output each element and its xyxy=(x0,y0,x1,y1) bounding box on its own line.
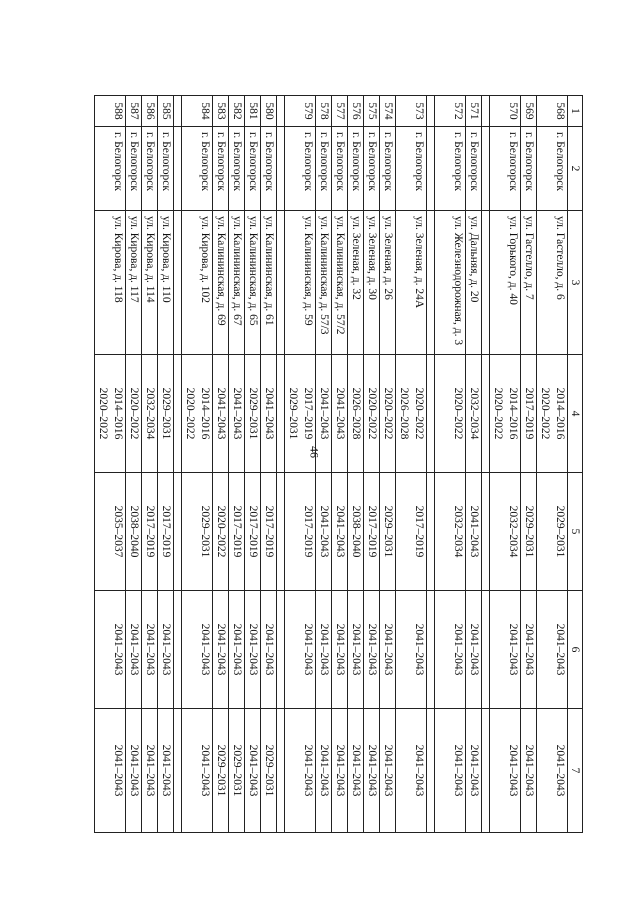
spacer-cell xyxy=(174,127,182,211)
spacer-cell xyxy=(427,709,435,833)
period-col6: 2041–2043 xyxy=(332,591,348,709)
period-col4: 2041–2043 xyxy=(213,355,229,473)
period-col4: 2032–2034 xyxy=(142,355,158,473)
period-col4: 2029–2031 xyxy=(245,355,261,473)
period-col6: 2041–2043 xyxy=(521,591,537,709)
period-col7: 2041–2043 xyxy=(285,709,316,833)
period-col5: 2032–2034 xyxy=(490,473,521,591)
table-row xyxy=(213,96,229,833)
address-cell: ул. Кирова, д. 118 xyxy=(95,211,126,355)
period-col4: 2017–2019 xyxy=(521,355,537,473)
row-number: 580 xyxy=(261,96,277,127)
row-number: 575 xyxy=(364,96,380,127)
table-container xyxy=(97,95,583,832)
row-spacer xyxy=(174,96,182,833)
period-col7: 2041–2043 xyxy=(142,709,158,833)
period-col7: 2041–2043 xyxy=(158,709,174,833)
address-cell: ул. Горького, д. 40 xyxy=(490,211,521,355)
city-cell: г. Белогорск xyxy=(182,127,213,211)
row-number: 578 xyxy=(316,96,332,127)
row-number: 579 xyxy=(285,96,316,127)
period-col6: 2041–2043 xyxy=(245,591,261,709)
period-col4: 2020–2022 xyxy=(126,355,142,473)
table-row xyxy=(142,96,158,833)
row-spacer xyxy=(277,96,285,833)
spacer-cell xyxy=(482,127,490,211)
header-col-2: 2 xyxy=(568,127,583,211)
table-row xyxy=(95,96,126,833)
period-col7: 2041–2043 xyxy=(182,709,213,833)
row-number: 574 xyxy=(380,96,396,127)
period-col4: 2020–2022 xyxy=(364,355,380,473)
row-number: 573 xyxy=(396,96,427,127)
address-cell: ул. Гастелло, д. 7 xyxy=(521,211,537,355)
header-col-6: 6 xyxy=(568,591,583,709)
row-number: 588 xyxy=(95,96,126,127)
spacer-cell xyxy=(482,211,490,355)
city-cell: г. Белогорск xyxy=(380,127,396,211)
city-cell: г. Белогорск xyxy=(229,127,245,211)
period-col7: 2041–2043 xyxy=(364,709,380,833)
period-col4: 2014–2016 2020–2022 xyxy=(490,355,521,473)
spacer-cell xyxy=(427,127,435,211)
address-cell: ул. Калининская, д. 61 xyxy=(261,211,277,355)
period-col6: 2041–2043 xyxy=(126,591,142,709)
period-col5: 2032–2034 xyxy=(435,473,466,591)
row-number: 569 xyxy=(521,96,537,127)
spacer-cell xyxy=(427,96,435,127)
city-cell: г. Белогорск xyxy=(316,127,332,211)
period-col4: 2014–2016 2020–2022 xyxy=(537,355,568,473)
spacer-cell xyxy=(482,355,490,473)
period-col5: 2041–2043 xyxy=(332,473,348,591)
address-cell: ул. Зеленая, д. 32 xyxy=(348,211,364,355)
period-col5: 2017–2019 xyxy=(396,473,427,591)
period-col6: 2041–2043 xyxy=(435,591,466,709)
table-row xyxy=(182,96,213,833)
period-col6: 2041–2043 xyxy=(466,591,482,709)
city-cell: г. Белогорск xyxy=(348,127,364,211)
row-number: 583 xyxy=(213,96,229,127)
period-col4: 2029–2031 xyxy=(158,355,174,473)
address-cell: ул. Дальняя, д. 20 xyxy=(466,211,482,355)
spacer-cell xyxy=(174,709,182,833)
spacer-cell xyxy=(427,355,435,473)
city-cell: г. Белогорск xyxy=(490,127,521,211)
spacer-cell xyxy=(174,96,182,127)
spacer-cell xyxy=(277,473,285,591)
period-col7: 2029–2031 xyxy=(213,709,229,833)
spacer-cell xyxy=(174,211,182,355)
row-number: 584 xyxy=(182,96,213,127)
address-cell: ул. Калининская, д. 57/2 xyxy=(332,211,348,355)
period-col4: 2014–2016 2020–2022 xyxy=(182,355,213,473)
period-col5: 2017–2019 xyxy=(285,473,316,591)
spacer-cell xyxy=(277,211,285,355)
period-col5: 2029–2031 xyxy=(537,473,568,591)
row-number: 571 xyxy=(466,96,482,127)
row-number: 577 xyxy=(332,96,348,127)
header-col-4: 4 xyxy=(568,355,583,473)
city-cell: г. Белогорск xyxy=(95,127,126,211)
table-row xyxy=(364,96,380,833)
period-col7: 2029–2031 xyxy=(229,709,245,833)
spacer-cell xyxy=(427,211,435,355)
table-row xyxy=(466,96,482,833)
period-col7: 2041–2043 xyxy=(332,709,348,833)
city-cell: г. Белогорск xyxy=(126,127,142,211)
city-cell: г. Белогорск xyxy=(396,127,427,211)
city-cell: г. Белогорск xyxy=(332,127,348,211)
period-col4: 2017–2019 2029–2031 xyxy=(285,355,316,473)
period-col4: 2041–2043 xyxy=(261,355,277,473)
spacer-cell xyxy=(482,709,490,833)
period-col6: 2041–2043 xyxy=(490,591,521,709)
period-col5: 2017–2019 xyxy=(229,473,245,591)
city-cell: г. Белогорск xyxy=(435,127,466,211)
repair-schedule-table xyxy=(94,95,583,833)
period-col7: 2041–2043 xyxy=(490,709,521,833)
period-col6: 2041–2043 xyxy=(229,591,245,709)
table-row xyxy=(537,96,568,833)
table-row xyxy=(229,96,245,833)
row-spacer xyxy=(427,96,435,833)
address-cell: ул. Калининская, д. 69 xyxy=(213,211,229,355)
table-row xyxy=(348,96,364,833)
spacer-cell xyxy=(174,473,182,591)
spacer-cell xyxy=(277,127,285,211)
period-col5: 2038–2040 xyxy=(126,473,142,591)
period-col5: 2041–2043 xyxy=(466,473,482,591)
table-row xyxy=(261,96,277,833)
city-cell: г. Белогорск xyxy=(213,127,229,211)
period-col4: 2020–2022 xyxy=(380,355,396,473)
period-col7: 2041–2043 xyxy=(380,709,396,833)
spacer-cell xyxy=(277,96,285,127)
row-number: 586 xyxy=(142,96,158,127)
period-col7: 2041–2043 xyxy=(435,709,466,833)
table-row xyxy=(285,96,316,833)
row-number: 576 xyxy=(348,96,364,127)
row-number: 582 xyxy=(229,96,245,127)
table-row xyxy=(435,96,466,833)
spacer-cell xyxy=(482,591,490,709)
address-cell: ул. Гастелло, д. 6 xyxy=(537,211,568,355)
period-col5: 2017–2019 xyxy=(364,473,380,591)
period-col4: 2041–2043 xyxy=(332,355,348,473)
address-cell: ул. Кирова, д. 114 xyxy=(142,211,158,355)
address-cell: ул. Кирова, д. 117 xyxy=(126,211,142,355)
period-col5: 2017–2019 xyxy=(142,473,158,591)
city-cell: г. Белогорск xyxy=(521,127,537,211)
address-cell: ул. Калининская, д. 67 xyxy=(229,211,245,355)
period-col4: 2041–2043 xyxy=(316,355,332,473)
city-cell: г. Белогорск xyxy=(142,127,158,211)
period-col7: 2041–2043 xyxy=(537,709,568,833)
header-col-3: 3 xyxy=(568,211,583,355)
spacer-cell xyxy=(427,473,435,591)
period-col5: 2035–2037 xyxy=(95,473,126,591)
period-col7: 2041–2043 xyxy=(316,709,332,833)
table-body xyxy=(95,96,568,833)
period-col7: 2041–2043 xyxy=(466,709,482,833)
period-col6: 2041–2043 xyxy=(285,591,316,709)
period-col5: 2029–2031 xyxy=(380,473,396,591)
period-col6: 2041–2043 xyxy=(182,591,213,709)
table-row xyxy=(126,96,142,833)
header-col-5: 5 xyxy=(568,473,583,591)
row-number: 572 xyxy=(435,96,466,127)
spacer-cell xyxy=(174,591,182,709)
period-col7: 2041–2043 xyxy=(245,709,261,833)
header-col-1: 1 xyxy=(568,96,583,127)
address-cell: ул. Зеленая, д. 30 xyxy=(364,211,380,355)
period-col5: 2017–2019 xyxy=(158,473,174,591)
table-row xyxy=(490,96,521,833)
address-cell: ул. Калининская, д. 65 xyxy=(245,211,261,355)
table-row xyxy=(332,96,348,833)
row-spacer xyxy=(482,96,490,833)
spacer-cell xyxy=(277,591,285,709)
period-col5: 2029–2031 xyxy=(521,473,537,591)
city-cell: г. Белогорск xyxy=(285,127,316,211)
period-col6: 2041–2043 xyxy=(261,591,277,709)
period-col7: 2041–2043 xyxy=(126,709,142,833)
period-col7: 2041–2043 xyxy=(521,709,537,833)
period-col6: 2041–2043 xyxy=(213,591,229,709)
period-col6: 2041–2043 xyxy=(537,591,568,709)
city-cell: г. Белогорск xyxy=(466,127,482,211)
period-col4: 2026–2028 xyxy=(348,355,364,473)
period-col7: 2041–2043 xyxy=(95,709,126,833)
period-col5: 2020–2022 xyxy=(213,473,229,591)
period-col6: 2041–2043 xyxy=(316,591,332,709)
address-cell: ул. Калининская, д. 57/3 xyxy=(316,211,332,355)
table-row xyxy=(396,96,427,833)
period-col4: 2041–2043 xyxy=(229,355,245,473)
row-number: 585 xyxy=(158,96,174,127)
city-cell: г. Белогорск xyxy=(537,127,568,211)
table-row xyxy=(380,96,396,833)
period-col4: 2020–2022 2026–2028 xyxy=(396,355,427,473)
row-number: 568 xyxy=(537,96,568,127)
address-cell: ул. Кирова, д. 110 xyxy=(158,211,174,355)
period-col4: 2020–2022 xyxy=(435,355,466,473)
spacer-cell xyxy=(277,709,285,833)
period-col4: 2014–2016 2020–2022 xyxy=(95,355,126,473)
period-col5: 2038–2040 xyxy=(348,473,364,591)
table-row xyxy=(521,96,537,833)
city-cell: г. Белогорск xyxy=(245,127,261,211)
period-col6: 2041–2043 xyxy=(364,591,380,709)
period-col5: 2041–2043 xyxy=(316,473,332,591)
period-col4: 2032–2034 xyxy=(466,355,482,473)
address-cell: ул. Железнодорожная, д. 3 xyxy=(435,211,466,355)
city-cell: г. Белогорск xyxy=(364,127,380,211)
period-col6: 2041–2043 xyxy=(95,591,126,709)
spacer-cell xyxy=(482,96,490,127)
period-col6: 2041–2043 xyxy=(380,591,396,709)
address-cell: ул. Зеленая, д. 26 xyxy=(380,211,396,355)
period-col5: 2017–2019 xyxy=(261,473,277,591)
row-number: 587 xyxy=(126,96,142,127)
row-number: 581 xyxy=(245,96,261,127)
table-row xyxy=(316,96,332,833)
period-col7: 2041–2043 xyxy=(348,709,364,833)
table-header xyxy=(568,96,583,833)
header-row xyxy=(568,96,583,833)
period-col6: 2041–2043 xyxy=(142,591,158,709)
period-col6: 2041–2043 xyxy=(158,591,174,709)
spacer-cell xyxy=(174,355,182,473)
header-col-7: 7 xyxy=(568,709,583,833)
period-col6: 2041–2043 xyxy=(396,591,427,709)
period-col6: 2041–2043 xyxy=(348,591,364,709)
period-col7: 2029–2031 xyxy=(261,709,277,833)
address-cell: ул. Калининская, д. 59 xyxy=(285,211,316,355)
page-number: 46 xyxy=(307,446,322,458)
table-row xyxy=(158,96,174,833)
period-col7: 2041–2043 xyxy=(396,709,427,833)
address-cell: ул. Зеленая, д. 24А xyxy=(396,211,427,355)
spacer-cell xyxy=(427,591,435,709)
city-cell: г. Белогорск xyxy=(158,127,174,211)
row-number: 570 xyxy=(490,96,521,127)
rotated-table-frame xyxy=(97,95,583,832)
period-col5: 2017–2019 xyxy=(245,473,261,591)
spacer-cell xyxy=(482,473,490,591)
spacer-cell xyxy=(277,355,285,473)
table-row xyxy=(245,96,261,833)
period-col5: 2029–2031 xyxy=(182,473,213,591)
city-cell: г. Белогорск xyxy=(261,127,277,211)
address-cell: ул. Кирова, д. 102 xyxy=(182,211,213,355)
